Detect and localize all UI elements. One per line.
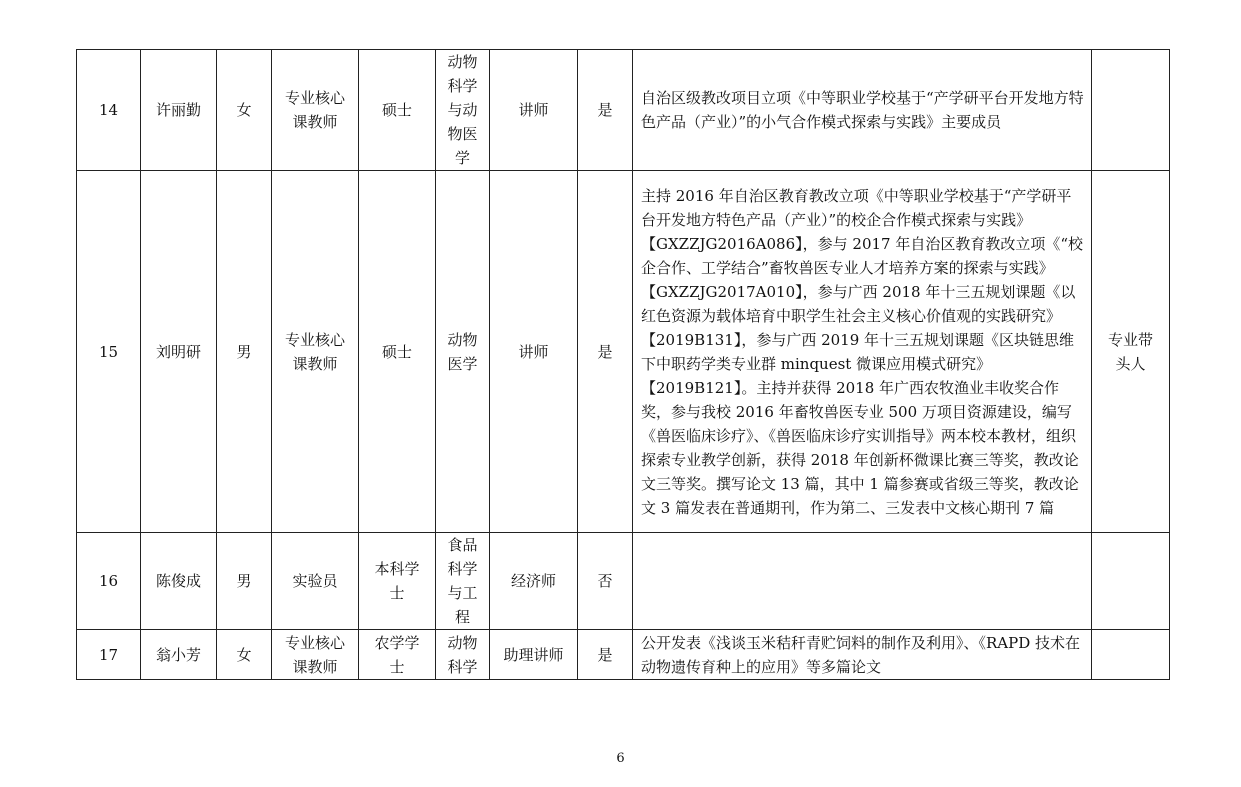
- double-qualified: 否: [578, 533, 633, 630]
- page-number: 6: [616, 751, 625, 766]
- teacher-role: [272, 533, 359, 630]
- teacher-achievements: 自治区级教改项目立项《中等职业学校基于“产学研平台开发地方特色产品（产业）”的小气合作模式探索与实践》主要成员: [633, 50, 1092, 171]
- teacher-major: [436, 50, 490, 171]
- major-line: 与工: [447, 584, 478, 602]
- teacher-title: 助理讲师: [490, 630, 578, 680]
- teacher-gender: 男: [217, 533, 272, 630]
- major-line: 程: [454, 608, 470, 626]
- teacher-gender: 女: [217, 50, 272, 171]
- degree-line: 本科学: [374, 560, 420, 578]
- teacher-degree: [359, 533, 436, 630]
- teacher-remark: [1092, 630, 1170, 680]
- table-row: [77, 50, 1170, 171]
- double-qualified: 是: [578, 630, 633, 680]
- teacher-degree: [359, 171, 436, 533]
- remark-line: 专业带: [1107, 330, 1153, 349]
- table-row: [77, 171, 1170, 533]
- teacher-role: [272, 171, 359, 533]
- teacher-achievements: 主持 2016 年自治区教育教改立项《中等职业学校基于“产学研平台开发地方特色产品（产业）”的校企合作模式探索与实践》【GXZZJG2016A086】，参与 2017 年自治区教育教改立项《“校企合作、工学结合”畜牧兽医专业人才培养方案的探索与实践》【GXZZJG2017A010】，参与广西 2018 年十三五规划课题《以红色资源为载体培育中职学生社会主义核心价值观的实践研究》【2019B131】，参与广西 2019 年十三五规划课题《区块链思维下中职药学类专业群 minquest 微课应用模式研究》【2019B121】。主持并获得 2018 年广西农牧渔业丰收奖合作奖，参与我校 2016 年畜牧兽医专业 500 万项目资源建设，编写《兽医临床诊疗》、《兽医临床诊疗实训指导》两本校本教材，组织探索专业教学创新，获得 2018 年创新杯微课比赛三等奖，教改论文三等奖。撰写论文 13 篇，其中 1 篇参赛或省级三等奖，教改论文 3 篇发表在普通期刊，作为第二、三发表中文核心期刊 7 篇: [633, 171, 1092, 533]
- role-line: 专业核心: [284, 633, 345, 652]
- row-index: 17: [77, 630, 141, 680]
- major-line: 食品: [447, 536, 478, 554]
- major-line: 与动: [447, 101, 478, 119]
- teacher-title: 讲师: [490, 171, 578, 533]
- role-line: 实验员: [292, 572, 338, 590]
- major-line: 医学: [447, 354, 478, 373]
- double-qualified: 是: [578, 50, 633, 171]
- major-line: 动物: [447, 633, 478, 652]
- table-row: [77, 533, 1170, 630]
- staff-table: [76, 49, 1170, 680]
- teacher-name: 陈俊成: [141, 533, 217, 630]
- role-line: 课教师: [292, 113, 338, 131]
- row-index: 16: [77, 533, 141, 630]
- teacher-role: [272, 630, 359, 680]
- degree-line: 士: [389, 584, 405, 602]
- degree-line: 农学学: [374, 633, 420, 652]
- teacher-title: 经济师: [490, 533, 578, 630]
- teacher-remark: [1092, 171, 1170, 533]
- teacher-title: 讲师: [490, 50, 578, 171]
- major-line: 物医: [447, 125, 478, 143]
- major-line: 动物: [447, 53, 478, 71]
- teacher-name: 翁小芳: [141, 630, 217, 680]
- teacher-role: [272, 50, 359, 171]
- degree-line: 士: [389, 657, 405, 676]
- role-line: 课教师: [292, 657, 338, 676]
- role-line: 专业核心: [284, 330, 345, 349]
- row-index: 14: [77, 50, 141, 171]
- teacher-degree: [359, 630, 436, 680]
- teacher-name: 许丽勤: [141, 50, 217, 171]
- double-qualified: 是: [578, 171, 633, 533]
- table-row: [77, 630, 1170, 680]
- major-line: 学: [454, 149, 470, 167]
- major-line: 动物: [447, 330, 478, 349]
- degree-line: 硕士: [381, 342, 412, 361]
- major-line: 科学: [447, 77, 478, 95]
- major-line: 科学: [447, 657, 478, 676]
- teacher-major: [436, 171, 490, 533]
- role-line: 专业核心: [284, 89, 345, 107]
- teacher-degree: [359, 50, 436, 171]
- teacher-achievements: [633, 533, 1092, 630]
- teacher-gender: 男: [217, 171, 272, 533]
- row-index: 15: [77, 171, 141, 533]
- role-line: 课教师: [292, 354, 338, 373]
- degree-line: 硕士: [381, 101, 412, 119]
- teacher-achievements: 公开发表《浅谈玉米秸秆青贮饲料的制作及利用》、《RAPD 技术在动物遗传育种上的应用》等多篇论文: [633, 630, 1092, 680]
- major-line: 科学: [447, 560, 478, 578]
- teacher-major: [436, 630, 490, 680]
- teacher-name: 刘明研: [141, 171, 217, 533]
- teacher-remark: [1092, 533, 1170, 630]
- teacher-remark: [1092, 50, 1170, 171]
- remark-line: 头人: [1115, 354, 1146, 373]
- teacher-gender: 女: [217, 630, 272, 680]
- teacher-major: [436, 533, 490, 630]
